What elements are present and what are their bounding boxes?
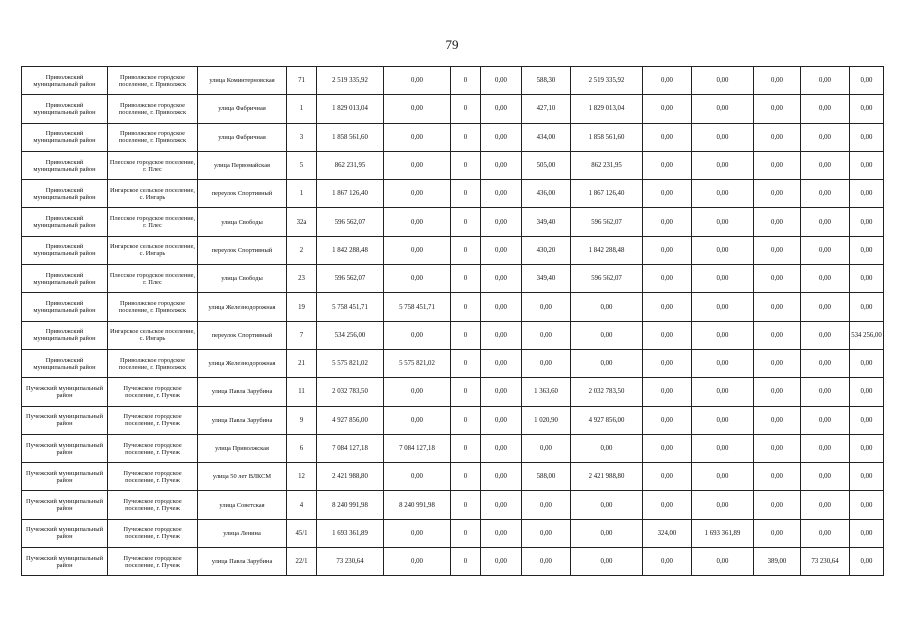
table-cell: 0,00 (754, 236, 801, 264)
table-cell: 0,00 (801, 378, 850, 406)
table-cell: Приволжское городское поселение, г. Приволжск (108, 123, 198, 151)
table-cell: 534 256,00 (850, 321, 884, 349)
table-cell: 11 (287, 378, 317, 406)
table-cell: 0,00 (801, 208, 850, 236)
table-cell: 0,00 (384, 378, 451, 406)
table-cell: 2 (287, 236, 317, 264)
table-cell: 0,00 (481, 208, 522, 236)
table-cell: Пучежский муниципальный район (22, 406, 108, 434)
table-cell: Приволжское городское поселение, г. Приволжск (108, 67, 198, 95)
table-cell: 0 (451, 321, 481, 349)
table-row (22, 406, 884, 434)
table-cell: 4 927 856,00 (317, 406, 384, 434)
table-cell: 0 (451, 406, 481, 434)
table-cell: 21 (287, 349, 317, 377)
table-cell: 0,00 (692, 378, 754, 406)
table-cell: 0 (451, 378, 481, 406)
table-cell: 0,00 (571, 349, 643, 377)
table-cell: 0,00 (571, 321, 643, 349)
table-cell: улица Фабричная (198, 123, 287, 151)
table-cell: Ингарское сельское поселение, с. Ингарь (108, 321, 198, 349)
table-cell: 436,00 (522, 180, 571, 208)
table-cell: 596 562,07 (317, 208, 384, 236)
table-cell: 427,10 (522, 95, 571, 123)
table-cell: 2 032 783,50 (571, 378, 643, 406)
table-cell: Приволжский муниципальный район (22, 208, 108, 236)
table-cell: 7 084 127,18 (317, 434, 384, 462)
table-cell: 588,00 (522, 463, 571, 491)
table-cell: улица Фабричная (198, 95, 287, 123)
table-cell: 1 867 126,40 (317, 180, 384, 208)
table-body (22, 67, 884, 576)
table-cell: 0,00 (522, 321, 571, 349)
table-cell: 0 (451, 95, 481, 123)
table-row (22, 349, 884, 377)
table-cell: 0,00 (801, 265, 850, 293)
table-cell: 0,00 (692, 95, 754, 123)
table-cell: 1 842 288,48 (571, 236, 643, 264)
table-cell: 0,00 (801, 321, 850, 349)
table-cell: 0,00 (643, 180, 692, 208)
table-cell: 2 421 988,80 (317, 463, 384, 491)
data-table (21, 66, 884, 576)
table-cell: 0,00 (643, 406, 692, 434)
table-cell: 0,00 (481, 491, 522, 519)
table-cell: 3 (287, 123, 317, 151)
table-cell: Пучежское городское поселение, г. Пучеж (108, 434, 198, 462)
table-cell: 0,00 (801, 67, 850, 95)
table-cell: переулок Спортивный (198, 321, 287, 349)
table-cell: 0,00 (384, 548, 451, 576)
table-row (22, 123, 884, 151)
table-row (22, 151, 884, 179)
table-cell: 596 562,07 (571, 265, 643, 293)
table-cell: 5 575 821,02 (317, 349, 384, 377)
table-cell: 0,00 (481, 265, 522, 293)
table-cell: Приволжский муниципальный район (22, 293, 108, 321)
table-cell: переулок Спортивный (198, 236, 287, 264)
table-cell: 1 693 361,89 (317, 519, 384, 547)
table-cell: 0 (451, 491, 481, 519)
table-cell: Приволжское городское поселение, г. Приволжск (108, 349, 198, 377)
table-cell: Приволжский муниципальный район (22, 265, 108, 293)
table-cell: 0,00 (754, 321, 801, 349)
table-row (22, 293, 884, 321)
table-cell: 0,00 (481, 378, 522, 406)
table-cell: 0,00 (643, 265, 692, 293)
table-cell: 596 562,07 (317, 265, 384, 293)
table-cell: 0,00 (571, 519, 643, 547)
table-cell: 505,00 (522, 151, 571, 179)
table-cell: 0,00 (801, 519, 850, 547)
table-cell: Пучежское городское поселение, г. Пучеж (108, 378, 198, 406)
page-number: 79 (445, 37, 459, 52)
table-cell: 1 858 561,60 (317, 123, 384, 151)
table-cell: 5 (287, 151, 317, 179)
table-cell: 4 (287, 491, 317, 519)
table-cell: Приволжский муниципальный район (22, 95, 108, 123)
table-cell: 0,00 (850, 208, 884, 236)
table-cell: 1 (287, 180, 317, 208)
table-cell: 0,00 (692, 67, 754, 95)
table-cell: 0,00 (692, 236, 754, 264)
table-cell: 0,00 (692, 548, 754, 576)
table-cell: 0,00 (571, 434, 643, 462)
table-cell: 5 758 451,71 (384, 293, 451, 321)
table-cell: 389,00 (754, 548, 801, 576)
table-cell: 0,00 (643, 434, 692, 462)
table-cell: 0,00 (692, 180, 754, 208)
table-cell: Плесское городское поселение, г. Плес (108, 208, 198, 236)
table-cell: Приволжский муниципальный район (22, 67, 108, 95)
table-cell: 0,00 (754, 95, 801, 123)
table-cell: 8 240 991,98 (384, 491, 451, 519)
table-cell: 0,00 (384, 67, 451, 95)
table-cell: 534 256,00 (317, 321, 384, 349)
table-cell: 0,00 (754, 406, 801, 434)
table-cell: 0,00 (481, 463, 522, 491)
table-cell: Приволжский муниципальный район (22, 123, 108, 151)
table-row (22, 434, 884, 462)
table-cell: 0,00 (522, 548, 571, 576)
table-cell: 0,00 (692, 321, 754, 349)
table-cell: Приволжский муниципальный район (22, 349, 108, 377)
table-cell: 0,00 (481, 321, 522, 349)
table-cell: 12 (287, 463, 317, 491)
table-cell: 0,00 (571, 293, 643, 321)
table-cell: 349,40 (522, 208, 571, 236)
table-cell: улица Павла Зарубина (198, 548, 287, 576)
table-cell: 0,00 (850, 293, 884, 321)
table-cell: 0,00 (384, 95, 451, 123)
table-cell: 0,00 (384, 151, 451, 179)
table-cell: 0,00 (850, 123, 884, 151)
table-cell: 0 (451, 236, 481, 264)
table-cell: 0,00 (481, 123, 522, 151)
table-cell: Пучежское городское поселение, г. Пучеж (108, 406, 198, 434)
table-cell: 0,00 (481, 519, 522, 547)
table-cell: 0,00 (692, 293, 754, 321)
table-cell: 0,00 (692, 406, 754, 434)
table-cell: 0,00 (801, 180, 850, 208)
table-cell: 22/1 (287, 548, 317, 576)
table-cell: 0,00 (643, 293, 692, 321)
table-cell: 0,00 (384, 406, 451, 434)
table-cell: 0,00 (850, 378, 884, 406)
table-cell: 0,00 (643, 236, 692, 264)
table-cell: 434,00 (522, 123, 571, 151)
table-cell: 430,20 (522, 236, 571, 264)
table-cell: 1 (287, 95, 317, 123)
table-cell: Приволжский муниципальный район (22, 321, 108, 349)
table-row (22, 236, 884, 264)
table-cell: 0 (451, 151, 481, 179)
table-cell: 0,00 (850, 548, 884, 576)
table-cell: 0,00 (571, 491, 643, 519)
table-cell: 862 231,95 (571, 151, 643, 179)
table-cell: 5 575 821,02 (384, 349, 451, 377)
table-cell: 0,00 (643, 95, 692, 123)
table-cell: 7 084 127,18 (384, 434, 451, 462)
table-row (22, 463, 884, 491)
table-cell: Приволжский муниципальный район (22, 180, 108, 208)
table-cell: 0,00 (850, 434, 884, 462)
table-cell: 0,00 (850, 519, 884, 547)
table-cell: 0,00 (692, 349, 754, 377)
table-cell: 0 (451, 293, 481, 321)
table-cell: 0,00 (692, 265, 754, 293)
table-cell: 0,00 (384, 265, 451, 293)
table-cell: 0,00 (850, 349, 884, 377)
table-cell: улица Свободы (198, 265, 287, 293)
table-cell: 0,00 (384, 208, 451, 236)
table-cell: 0,00 (522, 491, 571, 519)
table-cell: 0,00 (643, 463, 692, 491)
table-cell: 0,00 (754, 378, 801, 406)
table-cell: 8 240 991,98 (317, 491, 384, 519)
table-cell: Приволжский муниципальный район (22, 236, 108, 264)
table-cell: Ингарское сельское поселение, с. Ингарь (108, 180, 198, 208)
table-cell: 0,00 (754, 265, 801, 293)
table-cell: 0,00 (850, 151, 884, 179)
table-cell: 0,00 (481, 548, 522, 576)
table-cell: 0,00 (643, 67, 692, 95)
table-cell: 0,00 (384, 463, 451, 491)
table-row (22, 519, 884, 547)
table-cell: 588,30 (522, 67, 571, 95)
table-cell: 0,00 (643, 349, 692, 377)
table-cell: Пучежский муниципальный район (22, 491, 108, 519)
table-cell: 45/1 (287, 519, 317, 547)
table-cell: 0,00 (481, 236, 522, 264)
table-cell: 349,40 (522, 265, 571, 293)
table-cell: 0,00 (643, 548, 692, 576)
table-cell: 0,00 (801, 236, 850, 264)
table-cell: 0,00 (384, 519, 451, 547)
table-cell: 0,00 (850, 180, 884, 208)
table-cell: Плесское городское поселение, г. Плес (108, 151, 198, 179)
table-cell: переулок Спортивный (198, 180, 287, 208)
table-cell: 1 858 561,60 (571, 123, 643, 151)
table-cell: улица Железнодорожная (198, 293, 287, 321)
table-cell: 19 (287, 293, 317, 321)
table-cell: 0,00 (754, 208, 801, 236)
table-cell: 1 363,60 (522, 378, 571, 406)
table-cell: 0,00 (754, 123, 801, 151)
table-cell: 0,00 (481, 95, 522, 123)
table-cell: 6 (287, 434, 317, 462)
table-row (22, 180, 884, 208)
table-cell: Приволжское городское поселение, г. Приволжск (108, 95, 198, 123)
table-cell: 0,00 (754, 491, 801, 519)
table-cell: 2 032 783,50 (317, 378, 384, 406)
table-cell: 0,00 (692, 208, 754, 236)
table-cell: 0,00 (481, 434, 522, 462)
table-cell: 0,00 (692, 434, 754, 462)
table-cell: 7 (287, 321, 317, 349)
table-row (22, 378, 884, 406)
table-row (22, 265, 884, 293)
table-cell: улица Павла Зарубина (198, 406, 287, 434)
table-cell: 0,00 (801, 434, 850, 462)
table-cell: улица Советская (198, 491, 287, 519)
table-cell: 0,00 (850, 491, 884, 519)
table-cell: 0,00 (384, 180, 451, 208)
table-cell: 0,00 (801, 123, 850, 151)
table-cell: 0,00 (481, 151, 522, 179)
table-cell: 2 519 335,92 (317, 67, 384, 95)
table-cell: 0,00 (754, 151, 801, 179)
table-cell: 0 (451, 463, 481, 491)
table-cell: 0,00 (522, 293, 571, 321)
table-cell: 0,00 (801, 406, 850, 434)
table-cell: 1 829 013,04 (571, 95, 643, 123)
table-cell: улица Павла Зарубина (198, 378, 287, 406)
table-cell: Плесское городское поселение, г. Плес (108, 265, 198, 293)
table-cell: Приволжский муниципальный район (22, 151, 108, 179)
table-cell: 73 230,64 (317, 548, 384, 576)
table-cell: 0 (451, 519, 481, 547)
table-cell: 0,00 (754, 463, 801, 491)
table-cell: улица Свободы (198, 208, 287, 236)
table-cell: 324,00 (643, 519, 692, 547)
table-cell: улица Коминтерновская (198, 67, 287, 95)
table-cell: 0,00 (692, 151, 754, 179)
table-cell: 0,00 (850, 406, 884, 434)
table-cell: 0,00 (571, 548, 643, 576)
table-cell: 0,00 (692, 491, 754, 519)
table-cell: 596 562,07 (571, 208, 643, 236)
table-cell: 0,00 (692, 123, 754, 151)
table-cell: 0,00 (522, 434, 571, 462)
table-cell: 0,00 (522, 519, 571, 547)
table-cell: 0,00 (643, 208, 692, 236)
table-cell: 0,00 (801, 293, 850, 321)
table-cell: 0,00 (754, 180, 801, 208)
table-cell: Ингарское сельское поселение, с. Ингарь (108, 236, 198, 264)
table-cell: улица Приволжская (198, 434, 287, 462)
table-cell: 0,00 (643, 321, 692, 349)
table-cell: 0,00 (801, 349, 850, 377)
table-cell: 23 (287, 265, 317, 293)
table-cell: 73 230,64 (801, 548, 850, 576)
table-cell: Пучежское городское поселение, г. Пучеж (108, 491, 198, 519)
table-cell: 4 927 856,00 (571, 406, 643, 434)
table-cell: 32а (287, 208, 317, 236)
table-cell: 2 421 988,80 (571, 463, 643, 491)
table-cell: улица 50 лет ВЛКСМ (198, 463, 287, 491)
table-cell: Пучежское городское поселение, г. Пучеж (108, 548, 198, 576)
table-cell: 0,00 (643, 151, 692, 179)
table-cell: Пучежский муниципальный район (22, 519, 108, 547)
table-cell: 0,00 (801, 463, 850, 491)
table-cell: Пучежское городское поселение, г. Пучеж (108, 463, 198, 491)
table-cell: 0,00 (481, 67, 522, 95)
table-cell: 0,00 (754, 349, 801, 377)
table-cell: Пучежский муниципальный район (22, 434, 108, 462)
table-cell: 0,00 (481, 180, 522, 208)
table-cell: 0 (451, 67, 481, 95)
table-cell: 71 (287, 67, 317, 95)
table-cell: 0,00 (481, 406, 522, 434)
table-cell: Пучежский муниципальный район (22, 463, 108, 491)
table-row (22, 67, 884, 95)
table-cell: улица Железнодорожная (198, 349, 287, 377)
table-row (22, 208, 884, 236)
table-cell: Пучежский муниципальный район (22, 548, 108, 576)
table-cell: 0,00 (850, 95, 884, 123)
table-cell: 0,00 (384, 236, 451, 264)
table-cell: 5 758 451,71 (317, 293, 384, 321)
table-cell: 0,00 (643, 491, 692, 519)
table-cell: улица Ленина (198, 519, 287, 547)
table-cell: 862 231,95 (317, 151, 384, 179)
table-cell: 1 867 126,40 (571, 180, 643, 208)
table-cell: 0,00 (850, 463, 884, 491)
table-cell: 0,00 (522, 349, 571, 377)
table-cell: 1 693 361,89 (692, 519, 754, 547)
table-cell: 0,00 (754, 293, 801, 321)
table-cell: Пучежский муниципальный район (22, 378, 108, 406)
table-cell: 0,00 (384, 123, 451, 151)
table-cell: 0 (451, 349, 481, 377)
table-row (22, 321, 884, 349)
table-cell: 0,00 (384, 321, 451, 349)
table-cell: 1 842 288,48 (317, 236, 384, 264)
table-cell: 0,00 (801, 151, 850, 179)
table-cell: 0,00 (754, 519, 801, 547)
table-cell: Приволжское городское поселение, г. Приволжск (108, 293, 198, 321)
table-cell: 0,00 (481, 349, 522, 377)
table-cell: 0 (451, 265, 481, 293)
table-cell: 9 (287, 406, 317, 434)
table-cell: 0,00 (643, 123, 692, 151)
table-cell: 0,00 (850, 67, 884, 95)
table-cell: 0 (451, 434, 481, 462)
table-cell: 1 020,90 (522, 406, 571, 434)
table-cell: 0 (451, 548, 481, 576)
table-cell: 1 829 013,04 (317, 95, 384, 123)
table-cell: 0 (451, 180, 481, 208)
table-cell: 0,00 (481, 293, 522, 321)
table-row (22, 491, 884, 519)
table-cell: улица Первомайская (198, 151, 287, 179)
table-cell: 0,00 (850, 236, 884, 264)
table-cell: 0,00 (692, 463, 754, 491)
table-cell: 0 (451, 208, 481, 236)
table-cell: 0 (451, 123, 481, 151)
table-cell: 0,00 (754, 67, 801, 95)
table-cell: 2 519 335,92 (571, 67, 643, 95)
table-cell: Пучежское городское поселение, г. Пучеж (108, 519, 198, 547)
table-cell: 0,00 (801, 95, 850, 123)
table-cell: 0,00 (754, 434, 801, 462)
table-cell: 0,00 (801, 491, 850, 519)
table-row (22, 548, 884, 576)
table-cell: 0,00 (643, 378, 692, 406)
table-cell: 0,00 (850, 265, 884, 293)
table-row (22, 95, 884, 123)
